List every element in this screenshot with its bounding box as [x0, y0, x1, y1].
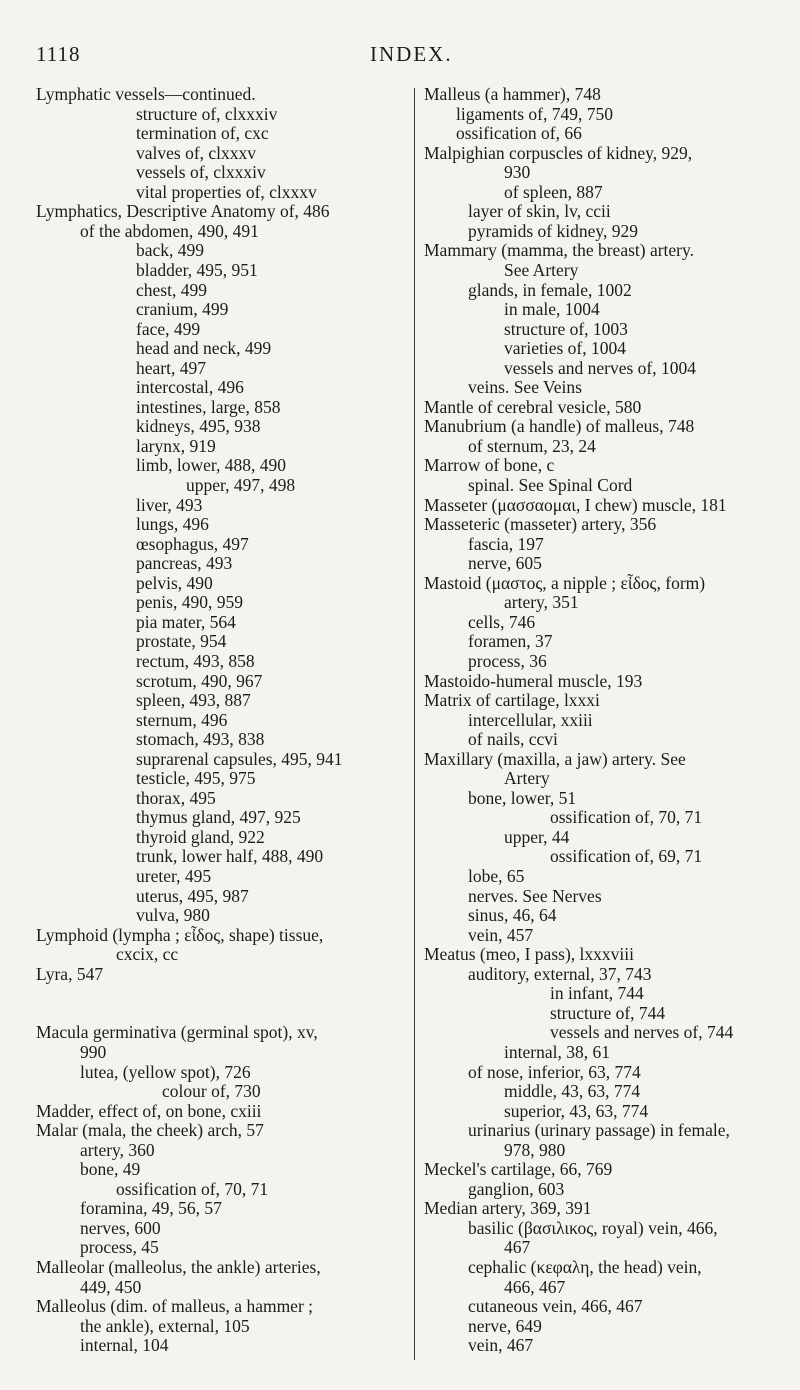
index-entry: Meatus (meo, I pass), lxxxviii [424, 944, 634, 965]
index-subentry: chest, 499 [136, 279, 207, 300]
index-subentry: 978, 980 [504, 1139, 566, 1160]
index-subentry: of the abdomen, 490, 491 [80, 220, 259, 241]
index-subentry: basilic (βασιλικος, royal) vein, 466, [468, 1217, 718, 1238]
index-subentry: vein, 467 [468, 1335, 534, 1356]
index-subentry: 466, 467 [504, 1276, 566, 1297]
page-number: 1118 [36, 42, 81, 66]
index-subentry: See Artery [504, 259, 579, 280]
index-subentry: internal, 104 [80, 1335, 169, 1356]
index-subentry: œsophagus, 497 [136, 533, 249, 554]
index-entry: Malleolar (malleolus, the ankle) arteries, [36, 1257, 321, 1277]
index-subentry: the ankle), external, 105 [80, 1315, 250, 1336]
index-entry: Median artery, 369, 391 [424, 1198, 592, 1219]
index-entry: Mantle of cerebral vesicle, 580 [424, 396, 642, 417]
index-subentry: layer of skin, lv, ccii [468, 201, 611, 222]
index-subentry: limb, lower, 488, 490 [136, 455, 286, 476]
index-subentry: rectum, 493, 858 [136, 650, 255, 671]
index-subentry: valves of, clxxxv [136, 142, 257, 163]
index-subentry: in male, 1004 [504, 299, 600, 320]
index-subentry: foramen, 37 [468, 631, 553, 652]
index-subentry: cephalic (κεφαλη, the head) vein, [468, 1257, 702, 1277]
index-subentry: lutea, (yellow spot), 726 [80, 1061, 251, 1082]
index-subentry: ossification of, 66 [456, 123, 582, 144]
index-subentry: upper, 497, 498 [186, 475, 296, 495]
index-subentry: pelvis, 490 [136, 572, 213, 593]
index-subentry: cranium, 499 [136, 299, 229, 320]
index-subentry: nerve, 605 [468, 553, 542, 574]
index-subentry: prostate, 954 [136, 631, 227, 652]
index-entry: Malar (mala, the cheek) arch, 57 [36, 1120, 264, 1141]
index-subentry: 467 [504, 1237, 531, 1258]
index-entry: Lyra, 547 [36, 963, 104, 984]
index-subentry: artery, 360 [80, 1139, 155, 1160]
index-subentry: termination of, cxc [136, 123, 269, 144]
index-entry: Lymphatic vessels—continued. [36, 84, 256, 104]
index-entry: Malleus (a hammer), 748 [424, 84, 601, 104]
index-subentry: ganglion, 603 [468, 1178, 565, 1199]
index-subentry: stomach, 493, 838 [136, 729, 265, 750]
index-subentry: vessels and nerves of, 1004 [504, 357, 696, 378]
index-entry: Manubrium (a handle) of malleus, 748 [424, 416, 695, 437]
index-subentry: thorax, 495 [136, 787, 216, 808]
index-subentry: artery, 351 [504, 592, 579, 613]
index-subentry: of sternum, 23, 24 [468, 435, 596, 456]
index-subentry: ligaments of, 749, 750 [456, 103, 613, 124]
index-subentry: nerves, 600 [80, 1217, 161, 1238]
index-subentry: sinus, 46, 64 [468, 905, 557, 926]
index-subentry: liver, 493 [136, 494, 203, 515]
index-subentry: vessels of, clxxxiv [136, 162, 266, 183]
index-subentry: thymus gland, 497, 925 [136, 807, 301, 828]
index-entry: Maxillary (maxilla, a jaw) artery. See [424, 748, 686, 769]
index-subentry: spinal. See Spinal Cord [468, 475, 633, 495]
index-subentry: nerve, 649 [468, 1315, 542, 1336]
index-subentry: urinarius (urinary passage) in female, [468, 1120, 730, 1141]
index-subentry: foramina, 49, 56, 57 [80, 1198, 222, 1219]
index-entry: Macula germinativa (germinal spot), xv, [36, 1022, 318, 1043]
index-subentry: vital properties of, clxxxv [136, 181, 317, 202]
index-subentry: ossification of, 70, 71 [116, 1178, 269, 1199]
page-header [36, 42, 780, 74]
index-subentry: structure of, clxxxiv [136, 103, 278, 124]
index-subentry: larynx, 919 [136, 435, 216, 456]
index-entry: Meckel's cartilage, 66, 769 [424, 1159, 613, 1180]
index-subentry: scrotum, 490, 967 [136, 670, 263, 691]
index-subentry: of nails, ccvi [468, 729, 558, 750]
index-subentry: vessels and nerves of, 744 [550, 1022, 734, 1043]
index-subentry: head and neck, 499 [136, 338, 272, 359]
index-subentry: suprarenal capsules, 495, 941 [136, 748, 343, 769]
running-title: INDEX. [370, 42, 453, 66]
index-subentry: varieties of, 1004 [504, 338, 626, 359]
index-subentry: ossification of, 69, 71 [550, 846, 703, 867]
index-subentry: cutaneous vein, 466, 467 [468, 1296, 643, 1317]
index-subentry: fascia, 197 [468, 533, 544, 554]
index-subentry: bone, 49 [80, 1159, 141, 1180]
index-subentry: face, 499 [136, 318, 201, 339]
index-subentry: vein, 457 [468, 924, 534, 945]
index-subentry: bone, lower, 51 [468, 787, 577, 808]
index-subentry: of nose, inferior, 63, 774 [468, 1061, 641, 1082]
index-subentry: nerves. See Nerves [468, 885, 602, 906]
index-subentry: Artery [504, 768, 550, 789]
index-subentry: intestines, large, 858 [136, 396, 281, 417]
index-subentry: uterus, 495, 987 [136, 885, 249, 906]
index-entry: Mammary (mamma, the breast) artery. [424, 240, 695, 261]
index-subentry: cxcix, cc [116, 944, 179, 965]
index-subentry: lungs, 496 [136, 514, 209, 535]
index-subentry: process, 36 [468, 650, 547, 671]
index-subentry: spleen, 493, 887 [136, 690, 251, 711]
index-entry: Marrow of bone, c [424, 455, 555, 476]
index-subentry: structure of, 1003 [504, 318, 628, 339]
index-subentry: cells, 746 [468, 611, 536, 632]
index-entry: Madder, effect of, on bone, cxiii [36, 1100, 262, 1121]
index-subentry: colour of, 730 [162, 1081, 261, 1102]
index-entry: Malleolus (dim. of malleus, a hammer ; [36, 1296, 314, 1317]
index-subentry: glands, in female, 1002 [468, 279, 632, 300]
index-subentry: 990 [80, 1041, 107, 1062]
index-subentry: auditory, external, 37, 743 [468, 963, 652, 984]
index-subentry: 930 [504, 162, 531, 183]
index-subentry: trunk, lower half, 488, 490 [136, 846, 324, 867]
index-subentry: thyroid gland, 922 [136, 826, 265, 847]
index-subentry: ossification of, 70, 71 [550, 807, 703, 828]
index-subentry: process, 45 [80, 1237, 159, 1258]
index-subentry: intercellular, xxiii [468, 709, 593, 730]
index-entry: Mastoido-humeral muscle, 193 [424, 670, 643, 691]
index-subentry: lobe, 65 [468, 866, 525, 886]
index-subentry: of spleen, 887 [504, 181, 603, 202]
index-subentry: back, 499 [136, 240, 205, 261]
index-subentry: intercostal, 496 [136, 377, 244, 398]
index-entry: Lymphoid (lympha ; εἶδος, shape) tissue, [36, 924, 324, 945]
index-subentry: pyramids of kidney, 929 [468, 220, 638, 241]
index-subentry: vulva, 980 [136, 905, 210, 926]
index-entry: Masseteric (masseter) artery, 356 [424, 514, 657, 535]
index-subentry: penis, 490, 959 [136, 592, 243, 613]
index-subentry: superior, 43, 63, 774 [504, 1100, 649, 1121]
index-subentry: veins. See Veins [468, 377, 582, 398]
index-entry: Matrix of cartilage, lxxxi [424, 690, 600, 711]
index-subentry: pia mater, 564 [136, 611, 236, 632]
index-subentry: testicle, 495, 975 [136, 768, 256, 789]
index-entry: Masseter (μασσαομαι, I chew) muscle, 181 [424, 494, 727, 515]
index-entry: Mastoid (μαστος, a nipple ; εἶδος, form) [424, 572, 706, 593]
index-subentry: bladder, 495, 951 [136, 259, 258, 280]
index-subentry: kidneys, 495, 938 [136, 416, 261, 437]
index-subentry: structure of, 744 [550, 1002, 666, 1023]
index-subentry: heart, 497 [136, 357, 206, 378]
index-subentry: pancreas, 493 [136, 553, 233, 574]
index-entry: Lymphatics, Descriptive Anatomy of, 486 [36, 201, 330, 222]
index-subentry: in infant, 744 [550, 983, 644, 1004]
index-subentry: internal, 38, 61 [504, 1041, 610, 1062]
index-entry: Malpighian corpuscles of kidney, 929, [424, 142, 693, 163]
index-subentry: middle, 43, 63, 774 [504, 1081, 641, 1102]
index-subentry: sternum, 496 [136, 709, 228, 730]
index-subentry: upper, 44 [504, 826, 570, 847]
index-subentry: 449, 450 [80, 1276, 142, 1297]
index-subentry: ureter, 495 [136, 866, 212, 886]
column-divider [414, 88, 415, 1360]
